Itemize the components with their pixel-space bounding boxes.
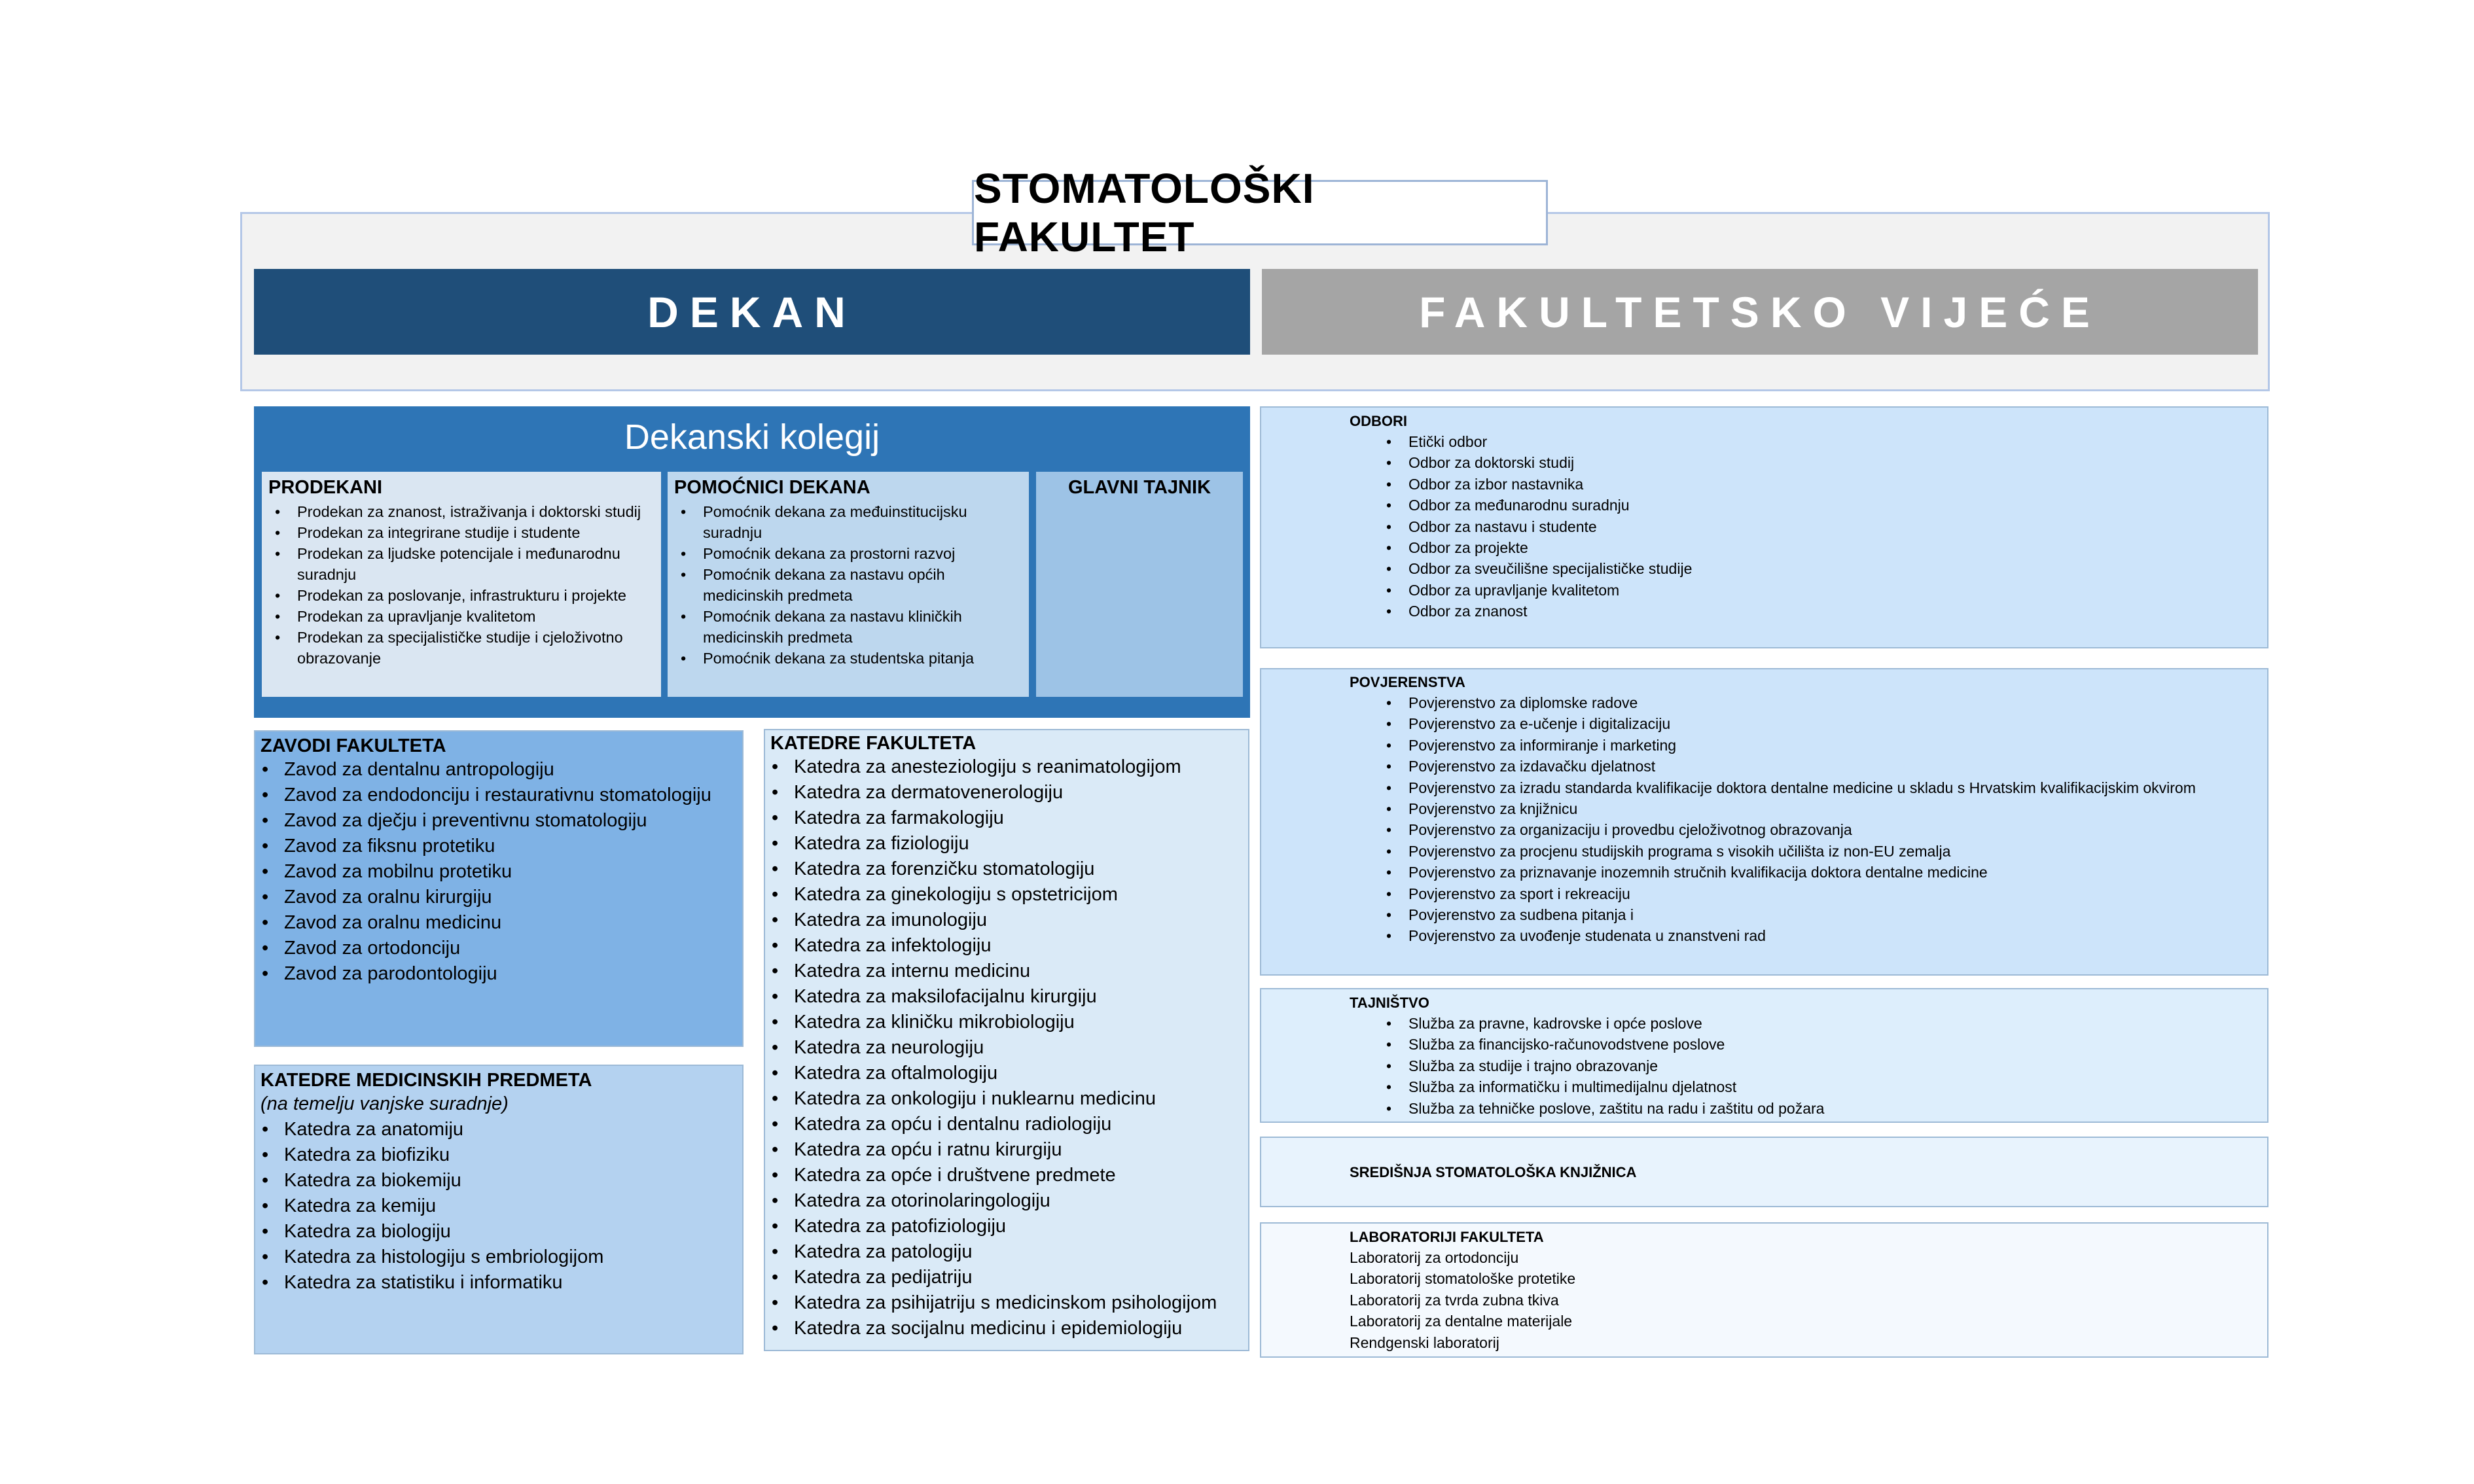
prodekani-heading: PRODEKANI xyxy=(268,477,383,498)
list-item: • Povjerenstvo za priznavanje inozemnih stručnih kvalifikacija doktora dentalne medicine xyxy=(1350,862,2196,883)
list-item: • Pomoćnik dekana za prostorni razvoj xyxy=(674,543,1022,564)
list-item: • Zavod za ortodonciju xyxy=(260,936,737,961)
prodekani-box xyxy=(262,472,661,697)
list-item: • Pomoćnik dekana za nastavu kliničkih medicinskih predmeta xyxy=(674,606,1022,648)
list-item: • Katedra za ginekologiju s opstetricijom xyxy=(770,882,1243,908)
list-item: • Katedra za opću i dentalnu radiologiju xyxy=(770,1112,1243,1137)
list-item: • Katedra za internu medicinu xyxy=(770,959,1243,984)
pomocnici-dekana-box xyxy=(668,472,1029,697)
list-item: • Katedra za oftalmologiju xyxy=(770,1061,1243,1086)
list-item: • Katedra za socijalnu medicinu i epidemiologiju xyxy=(770,1316,1243,1341)
list-item: • Katedra za patologiju xyxy=(770,1239,1243,1265)
kolegij-title: Dekanski kolegij xyxy=(624,417,880,457)
list-item: • Povjerenstvo za knjižnicu xyxy=(1350,798,2196,819)
list-item: • Prodekan za specijalističke studije i cjeloživotno obrazovanje xyxy=(268,627,654,669)
laboratoriji-heading: LABORATORIJI FAKULTETA xyxy=(1350,1229,1544,1245)
list-item: • Povjerenstvo za diplomske radove xyxy=(1350,692,2196,713)
list-item: • Odbor za upravljanje kvalitetom xyxy=(1350,580,1692,601)
medicinski-heading: KATEDRE MEDICINSKIH PREDMETA xyxy=(260,1070,592,1091)
list-item: • Katedra za dermatovenerologiju xyxy=(770,780,1243,805)
list-item: • Katedra za patofiziologiju xyxy=(770,1214,1243,1239)
list-item: • Pomoćnik dekana za nastavu općih medicinskih predmeta xyxy=(674,564,1022,606)
list-item: • Zavod za oralnu medicinu xyxy=(260,910,737,936)
list-item: • Zavod za mobilnu protetiku xyxy=(260,859,737,885)
list-item: • Povjerenstvo za izdavačku djelatnost xyxy=(1350,756,2196,777)
list-item: • Zavod za fiksnu protetiku xyxy=(260,834,737,859)
list-item: Laboratorij za tvrda zubna tkiva xyxy=(1350,1291,1559,1309)
dekanski-kolegij-box xyxy=(254,406,1250,718)
tajnistvo-heading: TAJNIŠTVO xyxy=(1350,995,1429,1011)
list-item: Laboratorij za dentalne materijale xyxy=(1350,1313,1573,1330)
katedre-list xyxy=(770,754,1243,1341)
list-item: • Katedra za opće i društvene predmete xyxy=(770,1163,1243,1188)
list-item: • Katedra za statistiku i informatiku xyxy=(260,1270,737,1296)
katedre-fakulteta-box xyxy=(764,729,1249,1351)
katedre-heading: KATEDRE FAKULTETA xyxy=(770,733,977,754)
zavodi-fakulteta-box xyxy=(254,730,744,1047)
list-item: • Povjerenstvo za informiranje i marketing xyxy=(1350,735,2196,756)
list-item: • Prodekan za ljudske potencijale i međunarodnu suradnju xyxy=(268,543,654,585)
list-item: • Zavod za dentalnu antropologiju xyxy=(260,757,737,783)
zavodi-list xyxy=(260,757,737,987)
povjerenstva-box xyxy=(1260,668,2268,976)
medicinski-list xyxy=(260,1117,737,1296)
list-item: • Služba za studije i trajno obrazovanje xyxy=(1350,1055,1824,1076)
knjiznica-box xyxy=(1260,1137,2268,1207)
list-item: • Služba za tehničke poslove, zaštitu na radu i zaštitu od požara xyxy=(1350,1098,1824,1119)
list-item: • Prodekan za znanost, istraživanja i doktorski studij xyxy=(268,501,654,522)
list-item: • Katedra za forenzičku stomatologiju xyxy=(770,857,1243,882)
medicinski-note: (na temelju vanjske suradnje) xyxy=(260,1093,509,1114)
list-item: • Zavod za dječju i preventivnu stomatologiju xyxy=(260,808,737,834)
list-item: • Katedra za psihijatriju s medicinskom psihologijom xyxy=(770,1290,1243,1316)
list-item: • Povjerenstvo za sport i rekreaciju xyxy=(1350,883,2196,904)
list-item: • Prodekan za upravljanje kvalitetom xyxy=(268,606,654,627)
povjerenstva-heading: POVJERENSTVA xyxy=(1350,674,1465,690)
list-item: • Katedra za opću i ratnu kirurgiju xyxy=(770,1137,1243,1163)
zavodi-heading: ZAVODI FAKULTETA xyxy=(260,735,446,756)
list-item: Laboratorij za ortodonciju xyxy=(1350,1249,1519,1266)
list-item: • Odbor za znanost xyxy=(1350,601,1692,622)
list-item: • Povjerenstvo za uvođenje studenata u znanstveni rad xyxy=(1350,925,2196,946)
odbori-list xyxy=(1350,431,1692,622)
list-item: • Katedra za otorinolaringologiju xyxy=(770,1188,1243,1214)
list-item: • Katedra za biofiziku xyxy=(260,1142,737,1168)
list-item: • Odbor za doktorski studij xyxy=(1350,452,1692,473)
list-item: • Etički odbor xyxy=(1350,431,1692,452)
pomocnici-list xyxy=(674,501,1022,669)
page-title: STOMATOLOŠKI FAKULTET xyxy=(972,180,1548,245)
list-item: • Služba za pravne, kadrovske i opće poslove xyxy=(1350,1013,1824,1034)
list-item: • Katedra za anesteziologiju s reanimatologijom xyxy=(770,754,1243,780)
glavni-tajnik-box xyxy=(1036,472,1243,697)
fakultetsko-vijece-bar: FAKULTETSKO VIJEĆE xyxy=(1262,269,2258,355)
list-item: • Prodekan za integrirane studije i studente xyxy=(268,522,654,543)
prodekani-list xyxy=(268,501,654,669)
list-item: • Pomoćnik dekana za studentska pitanja xyxy=(674,648,1022,669)
list-item: • Katedra za kemiju xyxy=(260,1193,737,1219)
list-item: • Katedra za farmakologiju xyxy=(770,805,1243,831)
list-item: • Katedra za infektologiju xyxy=(770,933,1243,959)
list-item: • Odbor za međunarodnu suradnju xyxy=(1350,495,1692,516)
list-item: • Povjerenstvo za sudbena pitanja i xyxy=(1350,904,2196,925)
dekan-bar: DEKAN xyxy=(254,269,1250,355)
list-item: • Prodekan za poslovanje, infrastrukturu i projekte xyxy=(268,585,654,606)
povjerenstva-list xyxy=(1350,692,2196,947)
list-item: • Odbor za nastavu i studente xyxy=(1350,516,1692,537)
odbori-heading: ODBORI xyxy=(1350,413,1407,429)
list-item: • Služba za financijsko-računovodstvene poslove xyxy=(1350,1034,1824,1055)
list-item: • Zavod za parodontologiju xyxy=(260,961,737,987)
list-item: • Odbor za izbor nastavnika xyxy=(1350,474,1692,495)
laboratoriji-box xyxy=(1260,1222,2268,1358)
list-item: • Katedra za imunologiju xyxy=(770,908,1243,933)
list-item: • Katedra za fiziologiju xyxy=(770,831,1243,857)
list-item: Rendgenski laboratorij xyxy=(1350,1334,1499,1351)
list-item: • Katedra za biokemiju xyxy=(260,1168,737,1193)
list-item: • Katedra za neurologiju xyxy=(770,1035,1243,1061)
pomocnici-heading: POMOĆNICI DEKANA xyxy=(674,477,870,498)
list-item: • Odbor za projekte xyxy=(1350,537,1692,558)
list-item: • Katedra za maksilofacijalnu kirurgiju xyxy=(770,984,1243,1010)
list-item: • Povjerenstvo za izradu standarda kvalifikacije doktora dentalne medicine u skladu s Hrvatskim kvalifikacijskim okvirom xyxy=(1350,777,2196,798)
list-item: • Odbor za sveučilišne specijalističke studije xyxy=(1350,558,1692,579)
list-item: • Katedra za kliničku mikrobiologiju xyxy=(770,1010,1243,1035)
list-item: Laboratorij stomatološke protetike xyxy=(1350,1270,1576,1288)
list-item: • Služba za informatičku i multimedijalnu djelatnost xyxy=(1350,1076,1824,1097)
list-item: • Povjerenstvo za procjenu studijskih programa s visokih učilišta iz non-EU zemalja xyxy=(1350,841,2196,862)
tajnik-heading: GLAVNI TAJNIK xyxy=(1067,477,1211,498)
list-item: • Zavod za oralnu kirurgiju xyxy=(260,885,737,910)
list-item: • Zavod za endodonciju i restaurativnu stomatologiju xyxy=(260,783,737,808)
list-item: • Katedra za histologiju s embriologijom xyxy=(260,1245,737,1270)
list-item: • Pomoćnik dekana za međuinstitucijsku suradnju xyxy=(674,501,1022,543)
list-item: • Katedra za anatomiju xyxy=(260,1117,737,1142)
list-item: • Katedra za onkologiju i nuklearnu medicinu xyxy=(770,1086,1243,1112)
tajnistvo-box xyxy=(1260,988,2268,1123)
tajnistvo-list xyxy=(1350,1013,1824,1119)
odbori-box xyxy=(1260,406,2268,648)
list-item: • Katedra za biologiju xyxy=(260,1219,737,1245)
list-item: • Povjerenstvo za organizaciju i provedbu cjeloživotnog obrazovanja xyxy=(1350,819,2196,840)
list-item: • Povjerenstvo za e-učenje i digitalizaciju xyxy=(1350,713,2196,734)
katedre-medicinskih-predmeta-box xyxy=(254,1065,744,1354)
knjiznica-heading: SREDIŠNJA STOMATOLOŠKA KNJIŽNICA xyxy=(1350,1164,1637,1180)
list-item: • Katedra za pedijatriju xyxy=(770,1265,1243,1290)
